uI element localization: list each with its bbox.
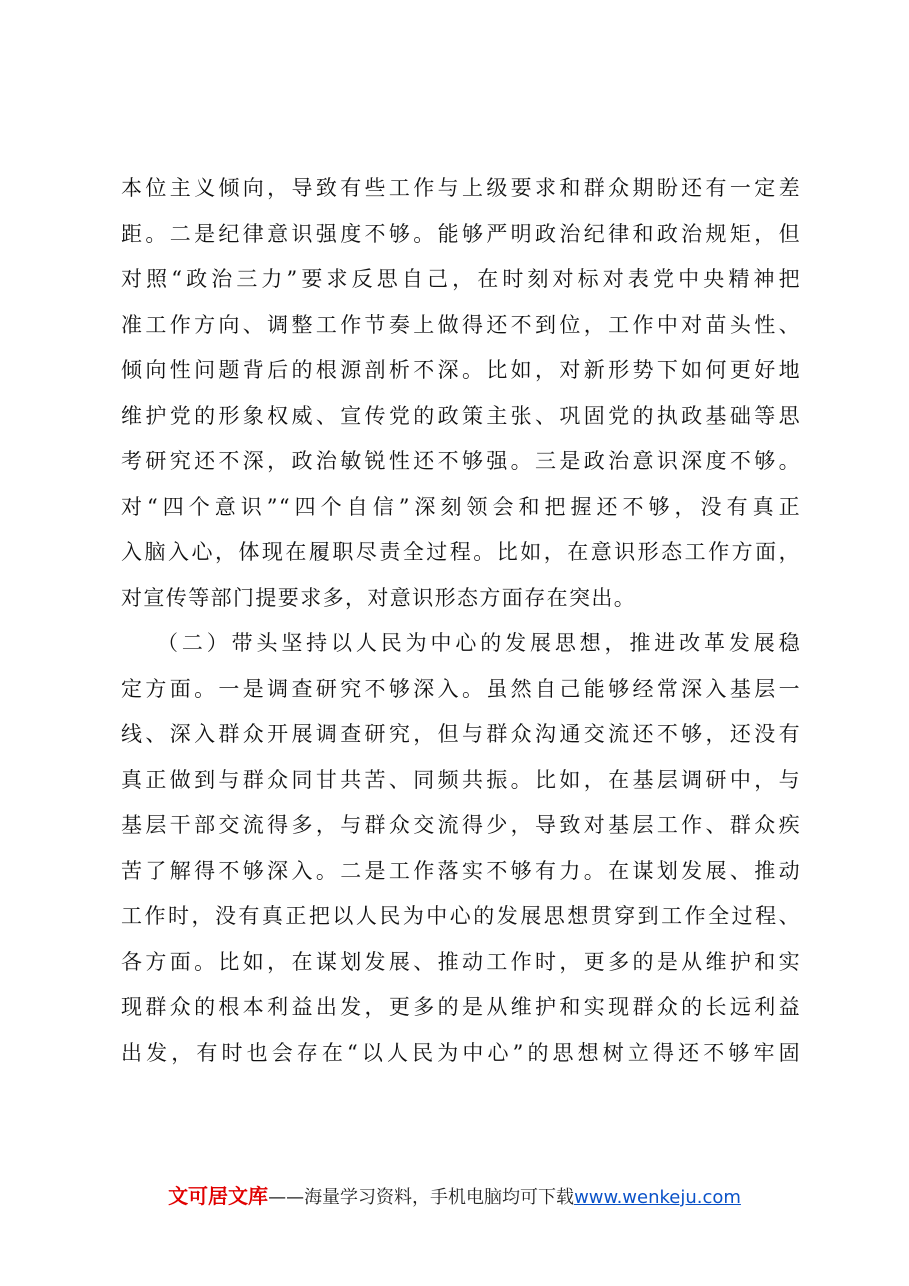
text-line: 距。二是纪律意识强度不够。能够严明政治纪律和政治规矩，但: [121, 221, 801, 246]
text-line: 考研究还不深，政治敏锐性还不够强。三是政治意识深度不够。: [121, 449, 801, 473]
text-line: 线、深入群众开展调查研究，但与群众沟通交流还不够，还没有: [121, 722, 801, 746]
text-line: 本位主义倾向，导致有些工作与上级要求和群众期盼还有一定差: [121, 176, 801, 200]
text-line: 出发，有时也会存在“以人民为中心”的思想树立得还不够牢固: [121, 1040, 801, 1065]
text-line: 入脑入心，体现在履职尽责全过程。比如，在意识形态工作方面，: [121, 540, 801, 564]
text-line: 定方面。一是调查研究不够深入。虽然自己能够经常深入基层一: [121, 676, 801, 701]
text-line: 维护党的形象权威、宣传党的政策主张、巩固党的执政基础等思: [121, 403, 801, 428]
text-line: 各方面。比如，在谋划发展、推动工作时，更多的是从维护和实: [121, 949, 801, 974]
text-line: 基层干部交流得多，与群众交流得少，导致对基层工作、群众疾: [121, 813, 801, 837]
section-heading-line: （二）带头坚持以人民为中心的发展思想，推进改革发展稳: [157, 631, 801, 655]
text-line: 准工作方向、调整工作节奏上做得还不到位，工作中对苗头性、: [121, 312, 801, 337]
text-line: 工作时，没有真正把以人民为中心的发展思想贯穿到工作全过程、: [121, 904, 801, 928]
text-line: 倾向性问题背后的根源剖析不深。比如，对新形势下如何更好地: [121, 358, 801, 382]
text-line: 对“四个意识”“四个自信”深刻领会和把握还不够，没有真正: [121, 494, 801, 519]
text-line: 对照“政治三力”要求反思自己，在时刻对标对表党中央精神把: [121, 267, 801, 291]
footer-link[interactable]: www.wenkeju.com: [574, 1187, 741, 1208]
text-line: 真正做到与群众同甘共苦、同频共振。比如，在基层调研中，与: [121, 767, 801, 792]
text-line: 苦了解得不够深入。二是工作落实不够有力。在谋划发展、推动: [121, 858, 801, 883]
footer-brand: 文可居文库: [168, 1184, 269, 1208]
footer-banner: [0, 1180, 909, 1209]
document-body: [121, 166, 801, 1076]
text-line: 对宣传等部门提要求多，对意识形态方面存在突出。: [121, 585, 637, 610]
text-line: 现群众的根本利益出发，更多的是从维护和实现群众的长远利益: [121, 995, 801, 1019]
footer-tagline: ——海量学习资料，手机电脑均可下载: [268, 1187, 575, 1208]
